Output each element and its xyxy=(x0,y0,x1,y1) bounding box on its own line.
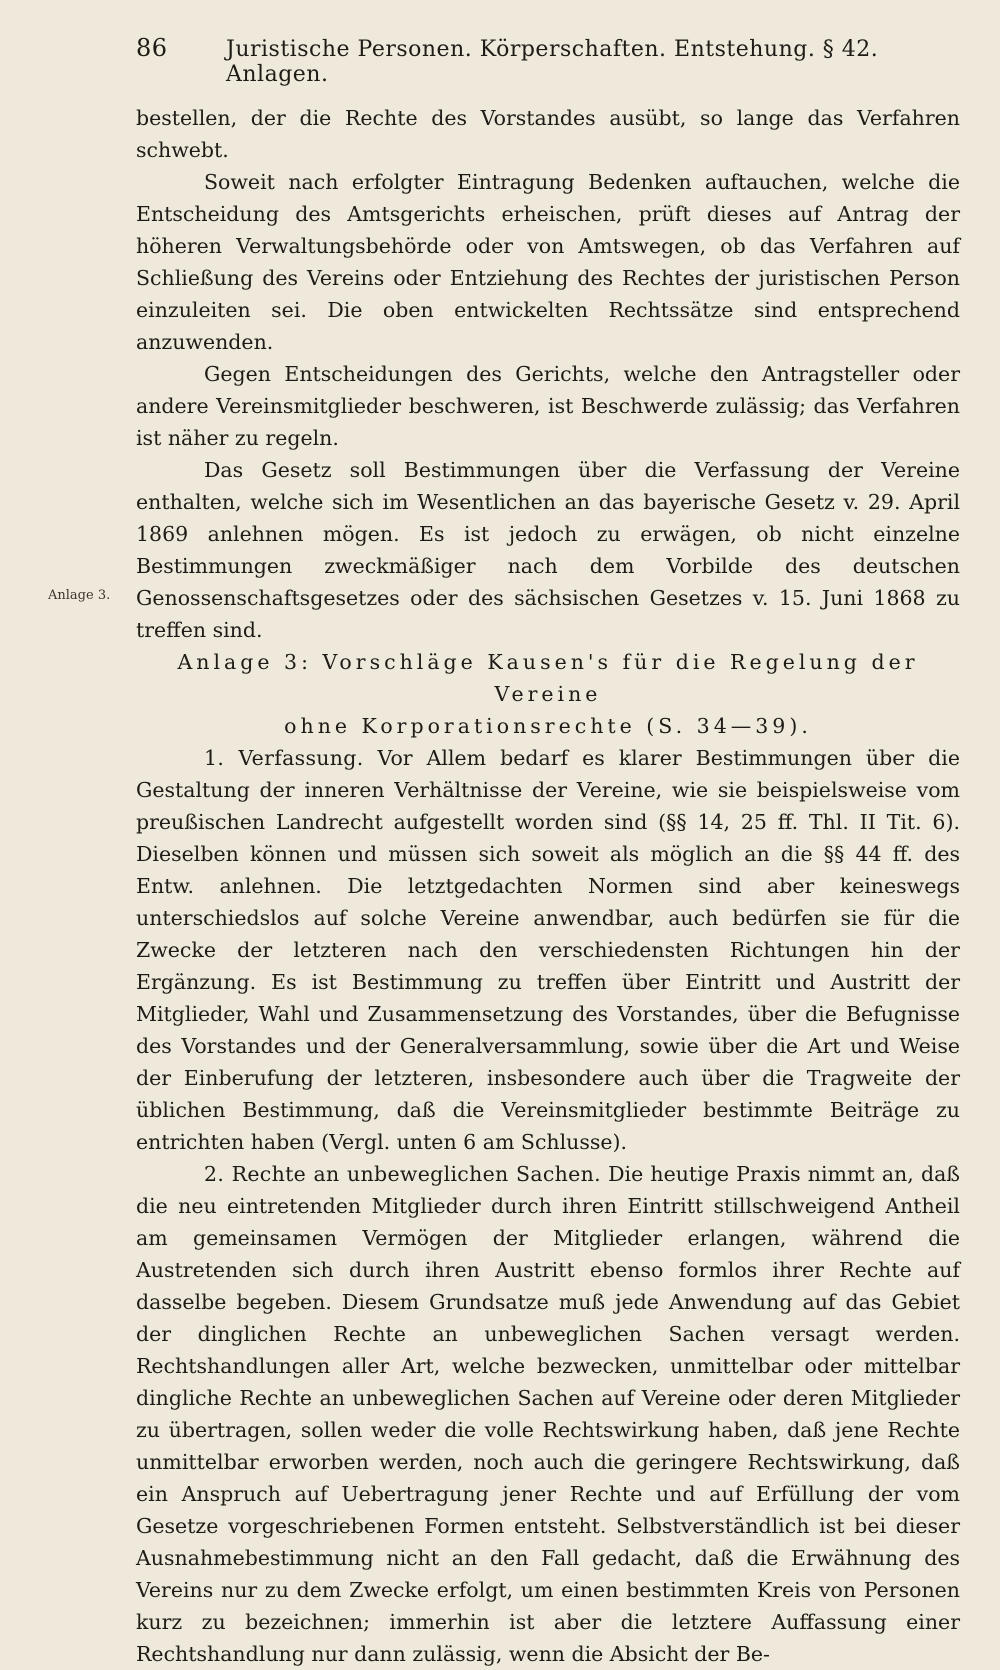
paragraph-5 xyxy=(136,742,960,1158)
paragraph-6 xyxy=(136,1158,960,1670)
paragraph-1: bestellen, der die Rechte des Vorstandes ausübt, so lange das Verfahren schwebt. xyxy=(136,106,960,162)
section-heading-line-2: ohne Korporationsrechte (S. 34—39). xyxy=(284,714,812,738)
running-head-title: Juristische Personen. Körperschaften. Entstehung. § 42. Anlagen. xyxy=(226,37,879,87)
paragraph-5-lead: 1. Verfassung. xyxy=(204,746,364,770)
paragraph-4: Das Gesetz soll Bestimmungen über die Verfassung der Vereine enthalten, welche sich im Wesentlichen an das bayerische Gesetz v. 29. April 1869 anlehnen mögen. Es ist jedoch zu erwägen, ob nicht einzelne Bestimmungen zweckmäßiger nach dem Vorbilde des deutschen Genossenschaftsgesetzes oder des sächsischen Gesetzes v. 15. Juni 1868 zu treffen sind. xyxy=(136,458,960,642)
page-number: 86 xyxy=(136,34,168,62)
paragraph-2: Soweit nach erfolgter Eintragung Bedenken auftauchen, welche die Entscheidung des Amtsgerichts erheischen, prüft dieses auf Antrag der höheren Verwaltungsbehörde oder von Amtswegen, ob das Verfahren auf Schließung des Vereins oder Entziehung des Rechtes der juristischen Person einzuleiten sei. Die oben entwickelten Rechtssätze sind entsprechend anzuwenden. xyxy=(136,170,960,354)
paragraph-5-text: Vor Allem bedarf es klarer Bestimmungen über die Gestaltung der inneren Verhältnisse der Vereine, wie sie beispielsweise vom preußischen Landrecht aufgestellt worden sind (§§ 14, 25 ff. Thl. II Tit. 6). Dieselben können und müssen sich soweit als möglich an die §§ 44 ff. des Entw. anlehnen. Die letztgedachten Normen sind aber keineswegs unterschiedslos auf solche Vereine anwendbar, auch bedürfen sie für die Zwecke der letzteren nach den verschiedensten Richtungen hin der Ergänzung. Es ist Bestimmung zu treffen über Eintritt und Austritt der Mitglieder, Wahl und Zusammensetzung des Vorstandes, über die Befugnisse des Vorstandes und der Generalversammlung, sowie über die Art und Weise der Einberufung der letzteren, insbesondere auch über die Tragweite der üblichen Bestimmung, daß die Vereinsmitglieder bestimmte Beiträge zu entrichten haben (Vergl. unten 6 am Schlusse). xyxy=(136,746,960,1154)
margin-note-anlage: Anlage 3. xyxy=(48,588,111,603)
paragraph-3: Gegen Entscheidungen des Gerichts, welche den Antragsteller oder andere Vereinsmitglieder beschweren, ist Beschwerde zulässig; das Verfahren ist näher zu regeln. xyxy=(136,362,960,450)
paragraph-6-lead: 2. Rechte an unbeweglichen Sachen. xyxy=(204,1162,601,1186)
section-heading-line-1: Anlage 3: Vorschläge Kausen's für die Regelung der Vereine xyxy=(177,650,919,706)
body-text xyxy=(136,102,960,1670)
paragraph-6-text: Die heutige Praxis nimmt an, daß die neu eintretenden Mitglieder durch ihren Eintritt stillschweigend Antheil am gemeinsamen Vermögen der Mitglieder erlangen, während die Austretenden sich durch ihren Austritt ebenso formlos ihrer Rechte auf dasselbe begeben. Diesem Grundsatze muß jede Anwendung auf das Gebiet der dinglichen Rechte an unbeweglichen Sachen versagt werden. Rechtshandlungen aller Art, welche bezwecken, unmittelbar oder mittelbar dingliche Rechte an unbeweglichen Sachen auf Vereine oder deren Mitglieder zu übertragen, sollen weder die volle Rechtswirkung haben, daß jene Rechte unmittelbar erworben werden, noch auch die geringere Rechtswirkung, daß ein Anspruch auf Uebertragung jener Rechte und auf Erfüllung der vom Gesetze vorgeschriebenen Formen entsteht. Selbstverständlich ist bei dieser Ausnahmebestimmung nicht an den Fall gedacht, daß die Erwähnung des Vereins nur zu dem Zwecke erfolgt, um einen bestimmten Kreis von Personen kurz zu bezeichnen; immerhin ist aber die letztere Auffassung einer Rechtshandlung nur dann zulässig, wenn die Absicht der Be- xyxy=(136,1162,960,1666)
running-head xyxy=(136,34,960,87)
